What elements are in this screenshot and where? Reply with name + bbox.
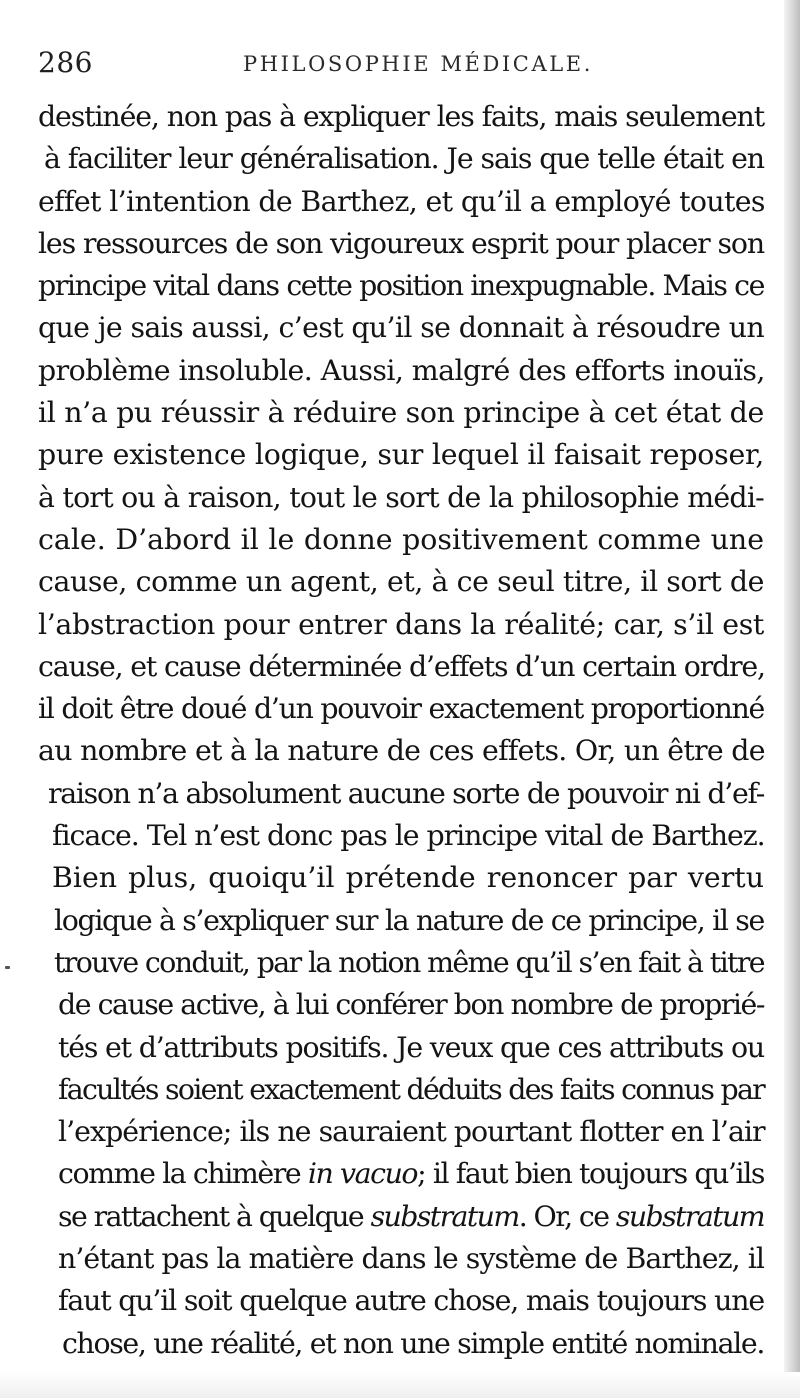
text-line: l’expérience; ils ne sauraient pourtant flotter en l’air [58, 1115, 765, 1149]
text-line: destinée, non pas à expliquer les faits, mais seulement [38, 100, 764, 133]
running-head [38, 44, 750, 84]
text-line: pure existence logique, sur lequel il faisait reposer, [38, 438, 764, 472]
text-line [38, 1196, 764, 1238]
italic-run: in vacuo [307, 1157, 418, 1191]
italic-run: substratum [370, 1199, 519, 1233]
text-line: de cause active, à lui conférer bon nombre de proprié- [58, 988, 764, 1022]
text-line: il n’a pu réussir à réduire son principe à cet état de [38, 396, 764, 430]
text-line: trouve conduit, par la notion même qu’il s’en fait à titre [54, 945, 764, 979]
text-line: à tort ou à raison, tout le sort de la philosophie médi- [38, 480, 764, 514]
text-line: effet l’intention de Barthez, et qu’il a employé toutes [38, 184, 765, 218]
body-text [38, 96, 764, 1365]
text-line: l’abstraction pour entrer dans la réalité; car, s’il est [38, 607, 764, 641]
text-line: n’étant pas la matière dans le système de Barthez, il [58, 1242, 764, 1276]
page-number: 286 [38, 46, 93, 79]
margin-mark [5, 966, 10, 969]
text-line: problème insoluble. Aussi, malgré des efforts inouïs, [38, 353, 765, 387]
text-line: Bien plus, quoiqu’il prétende renoncer par vertu [52, 861, 764, 895]
text-line: faut qu’il soit quelque autre chose, mais toujours une [58, 1284, 764, 1318]
text-line: cale. D’abord il le donne positivement comme une [38, 522, 764, 556]
text-line: raison n’a absolument aucune sorte de pouvoir ni d’ef- [48, 776, 764, 810]
text-line: ficace. Tel n’est donc pas le principe vital de Barthez. [52, 819, 765, 853]
text-line: chose, une réalité, et non une simple entité nominale. [62, 1326, 764, 1360]
scan-bottom-shadow [0, 1372, 800, 1398]
text-run: comme la chimère [58, 1157, 308, 1191]
text-line: au nombre et à la nature de ces effets. Or, un être de [38, 734, 765, 768]
text-line: que je sais aussi, c’est qu’il se donnait à résoudre un [38, 311, 764, 345]
text-line: tés et d’attributs positifs. Je veux que ces attributs ou [58, 1030, 764, 1064]
italic-run: substratum [615, 1199, 765, 1233]
text-line: les ressources de son vigoureux esprit pour placer son [38, 226, 764, 260]
text-line [38, 1153, 764, 1195]
text-line: logique à s’expliquer sur la nature de ce principe, il se [54, 903, 764, 937]
text-line: principe vital dans cette position inexpugnable. Mais ce [38, 269, 764, 303]
text-run: se rattachent à quelque [58, 1199, 371, 1233]
text-run: . Or, ce [518, 1199, 616, 1233]
text-line: cause, et cause déterminée d’effets d’un certain ordre, [38, 649, 765, 683]
text-line: facultés soient exactement déduits des faits connus par [58, 1072, 764, 1106]
text-line: à faciliter leur généralisation. Je sais que telle était en [44, 142, 764, 176]
text-run: ; il faut bien toujours qu’ils [417, 1157, 765, 1191]
text-line: il doit être doué d’un pouvoir exactement proportionné [38, 692, 764, 726]
scan-page-edge [784, 0, 800, 1398]
running-title: PHILOSOPHIE MÉDICALE. [243, 52, 593, 76]
text-line: cause, comme un agent, et, à ce seul titre, il sort de [38, 565, 764, 599]
